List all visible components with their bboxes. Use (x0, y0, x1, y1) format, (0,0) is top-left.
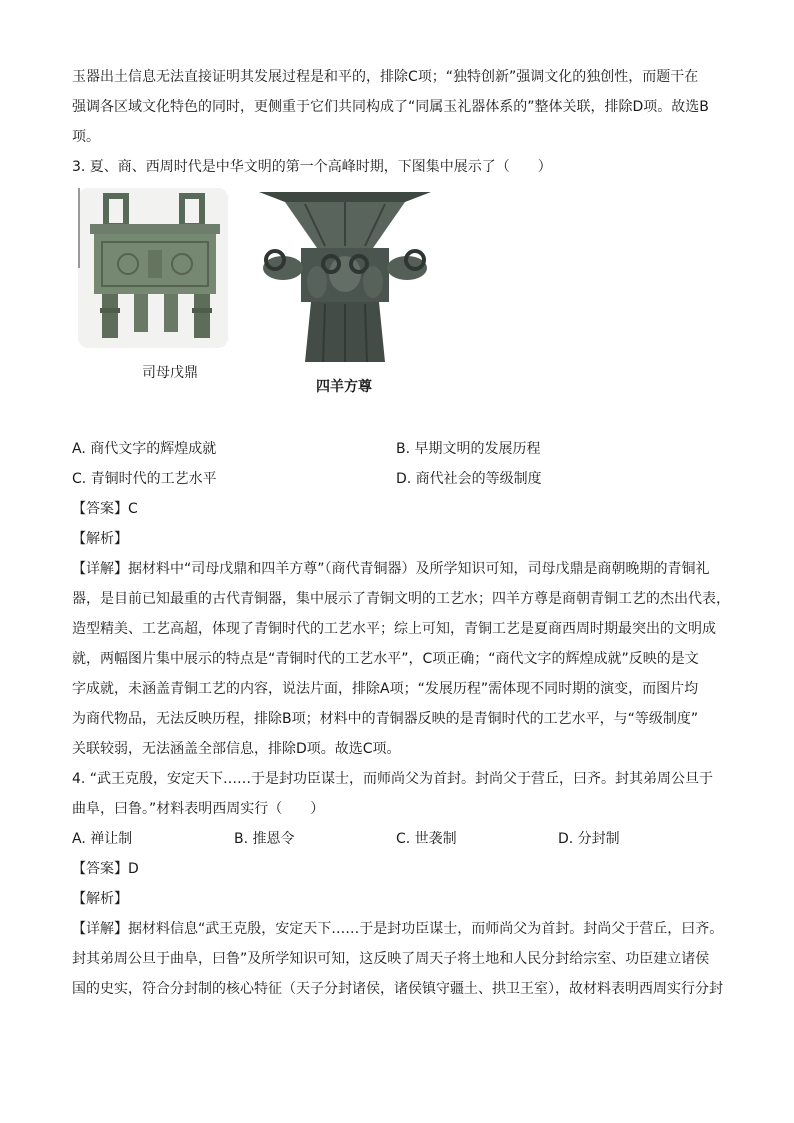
image-caption: 四羊方尊 (316, 379, 372, 395)
document-page (72, 62, 730, 1004)
option-b: B. 早期文明的发展历程 (396, 441, 541, 457)
question-3-options (72, 464, 724, 494)
question-3-stem: 3. 夏、商、西周时代是中华文明的第一个高峰时期，下图集中展示了（ ） (72, 159, 552, 175)
detail-line: 造型精美、工艺高超，体现了青铜时代的工艺水平；综上可知，青铜工艺是夏商西周时期最突出的文明成 (72, 621, 716, 637)
detail-line: 【详解】据材料信息“武王克殷，安定天下……于是封功臣谋士，而师尚父为首封。封尚父于营丘，曰齐。 (72, 921, 724, 937)
detail-line: 国的史实，符合分封制的核心特征（天子分封诸侯，诸侯镇守疆土、拱卫王室），故材料表明西周实行分封 (72, 981, 723, 997)
detail-line: 关联较弱，无法涵盖全部信息，排除D项。故选C项。 (72, 741, 401, 757)
option-b: B. 推恩令 (234, 831, 295, 847)
analysis-label: 【解析】 (72, 531, 128, 547)
detail-line: 【详解】据材料中“司母戊鼎和四羊方尊”（商代青铜器）及所学知识可知，司母戊鼎是商朝晚期的青铜礼 (72, 561, 710, 577)
detail-line: 封其弟周公旦于曲阜，曰鲁”及所学知识可知，这反映了周天子将土地和人民分封给宗室、功臣建立诸侯 (72, 951, 710, 967)
question-3-options (72, 434, 724, 464)
detail-line: 字成就，未涵盖青铜工艺的内容，说法片面，排除A项；“发展历程”需体现不同时期的演变，而图片均 (72, 681, 699, 697)
detail-line: 为商代物品，无法反映历程，排除B项；材料中的青铜器反映的是青铜时代的工艺水平，与“等级制度” (72, 711, 699, 727)
question-4-stem: 4. “武王克殷，安定天下……于是封功臣谋士，而师尚父为首封。封尚父于营丘，曰齐。封其弟周公旦于 (72, 771, 714, 787)
question-4-options (72, 824, 724, 854)
detail-line: 就，两幅图片集中展示的特点是“青铜时代的工艺水平”，C项正确；“商代文字的辉煌成就”反映的是文 (72, 651, 699, 667)
intro-line: 强调各区域文化特色的同时，更侧重于它们共同构成了“同属玉礼器体系的”整体关联，排除D项。故选B (72, 99, 709, 115)
option-a: A. 禅让制 (72, 831, 133, 847)
image-caption: 司母戊鼎 (142, 365, 198, 381)
four-ram-zun-image (255, 186, 435, 366)
answer: 【答案】C (72, 501, 138, 517)
detail-line: 器，是目前已知最重的古代青铜器，集中展示了青铜文明的工艺水；四羊方尊是商朝青铜工艺的杰出代表， (72, 591, 730, 607)
option-c: C. 青铜时代的工艺水平 (72, 471, 217, 487)
bronze-images (72, 186, 724, 434)
option-d: D. 商代社会的等级制度 (396, 471, 542, 487)
intro-line: 项。 (72, 129, 100, 145)
analysis-label: 【解析】 (72, 891, 128, 907)
question-4-stem: 曲阜，曰鲁。”材料表明西周实行（ ） (72, 801, 325, 817)
option-c: C. 世袭制 (396, 831, 457, 847)
answer: 【答案】D (72, 861, 139, 877)
intro-line: 玉器出土信息无法直接证明其发展过程是和平的，排除C项；“独特创新”强调文化的独创性，而题干在 (72, 69, 699, 85)
option-d: D. 分封制 (558, 831, 620, 847)
simuwu-ding-image (78, 188, 228, 348)
option-a: A. 商代文字的辉煌成就 (72, 441, 217, 457)
